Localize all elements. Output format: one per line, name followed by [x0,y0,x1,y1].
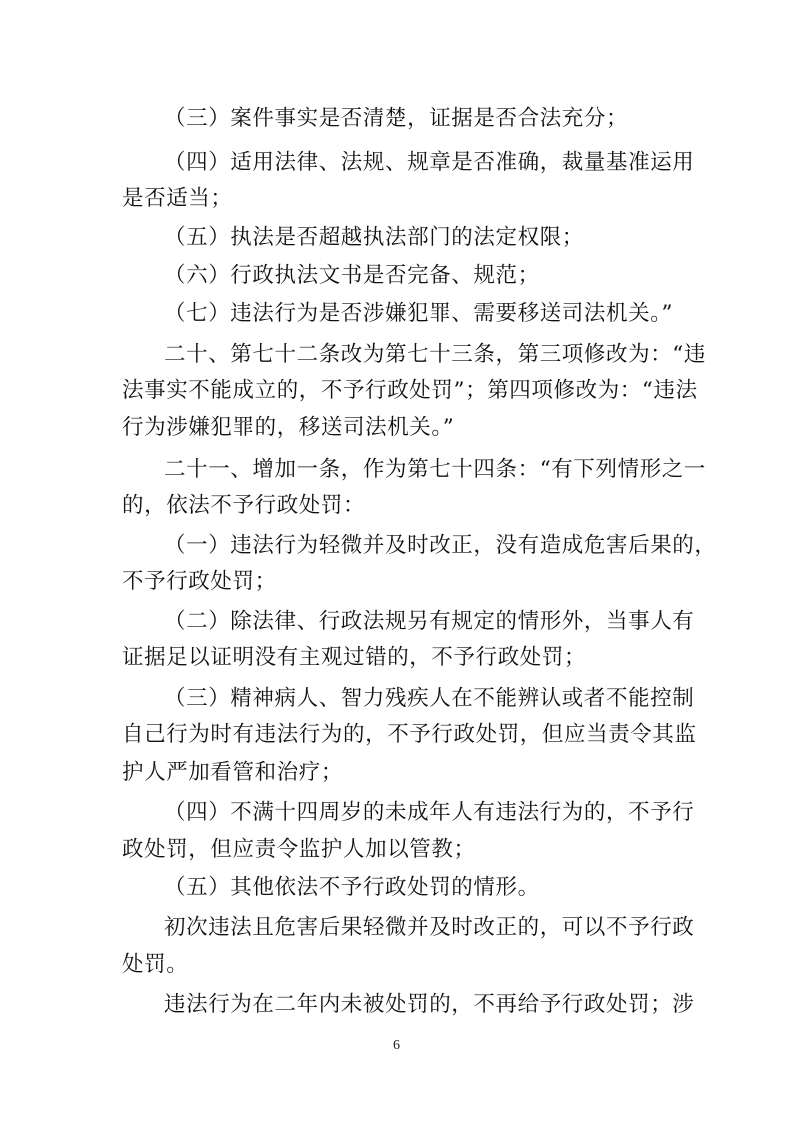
text-line: 二十、第七十二条改为第七十三条，第三项修改为：“违 [164,342,706,367]
text-line: （七）违法行为是否涉嫌犯罪、需要移送司法机关。” [164,301,674,326]
text-line: 是否适当； [122,186,233,211]
text-line: 护人严加看管和治疗； [122,760,344,785]
text-line: 自己行为时有违法行为的，不予行政处罚，但应当责令其监 [122,722,697,747]
text-line: 处罚。 [122,952,189,977]
text-line: （五）执法是否超越执法部门的法定权限； [164,225,584,250]
text-line: 证据足以证明没有主观过错的，不予行政处罚； [122,645,587,670]
text-line: （五）其他依法不予行政处罚的情形。 [164,875,540,900]
text-line: （四）不满十四周岁的未成年人有违法行为的，不予行 [164,800,695,825]
text-line: 违法行为在二年内未被处罚的，不再给予行政处罚；涉 [164,992,695,1017]
text-line: （六）行政执法文书是否完备、规范； [164,263,540,288]
text-line: 不予行政处罚； [122,569,277,594]
text-line: （一）违法行为轻微并及时改正，没有造成危害后果的， [164,533,717,558]
text-line: 法事实不能成立的，不予行政处罚”；第四项修改为：“违法 [122,378,698,403]
text-line: （三）精神病人、智力残疾人在不能辨认或者不能控制 [164,686,695,711]
text-line: （三）案件事实是否清楚，证据是否合法充分； [164,106,629,131]
page-number: 6 [393,1038,400,1053]
text-line: 二十一、增加一条，作为第七十四条：“有下列情形之一 [164,457,706,482]
text-line: 政处罚，但应责令监护人加以管教； [122,837,476,862]
text-line: 行为涉嫌犯罪的，移送司法机关。” [122,415,455,440]
text-line: 初次违法且危害后果轻微并及时改正的，可以不予行政 [164,915,695,940]
text-line: 的，依法不予行政处罚： [122,493,366,518]
text-line: （四）适用法律、法规、规章是否准确，裁量基准运用 [164,150,695,175]
text-line: （二）除法律、行政法规另有规定的情形外，当事人有 [164,609,695,634]
